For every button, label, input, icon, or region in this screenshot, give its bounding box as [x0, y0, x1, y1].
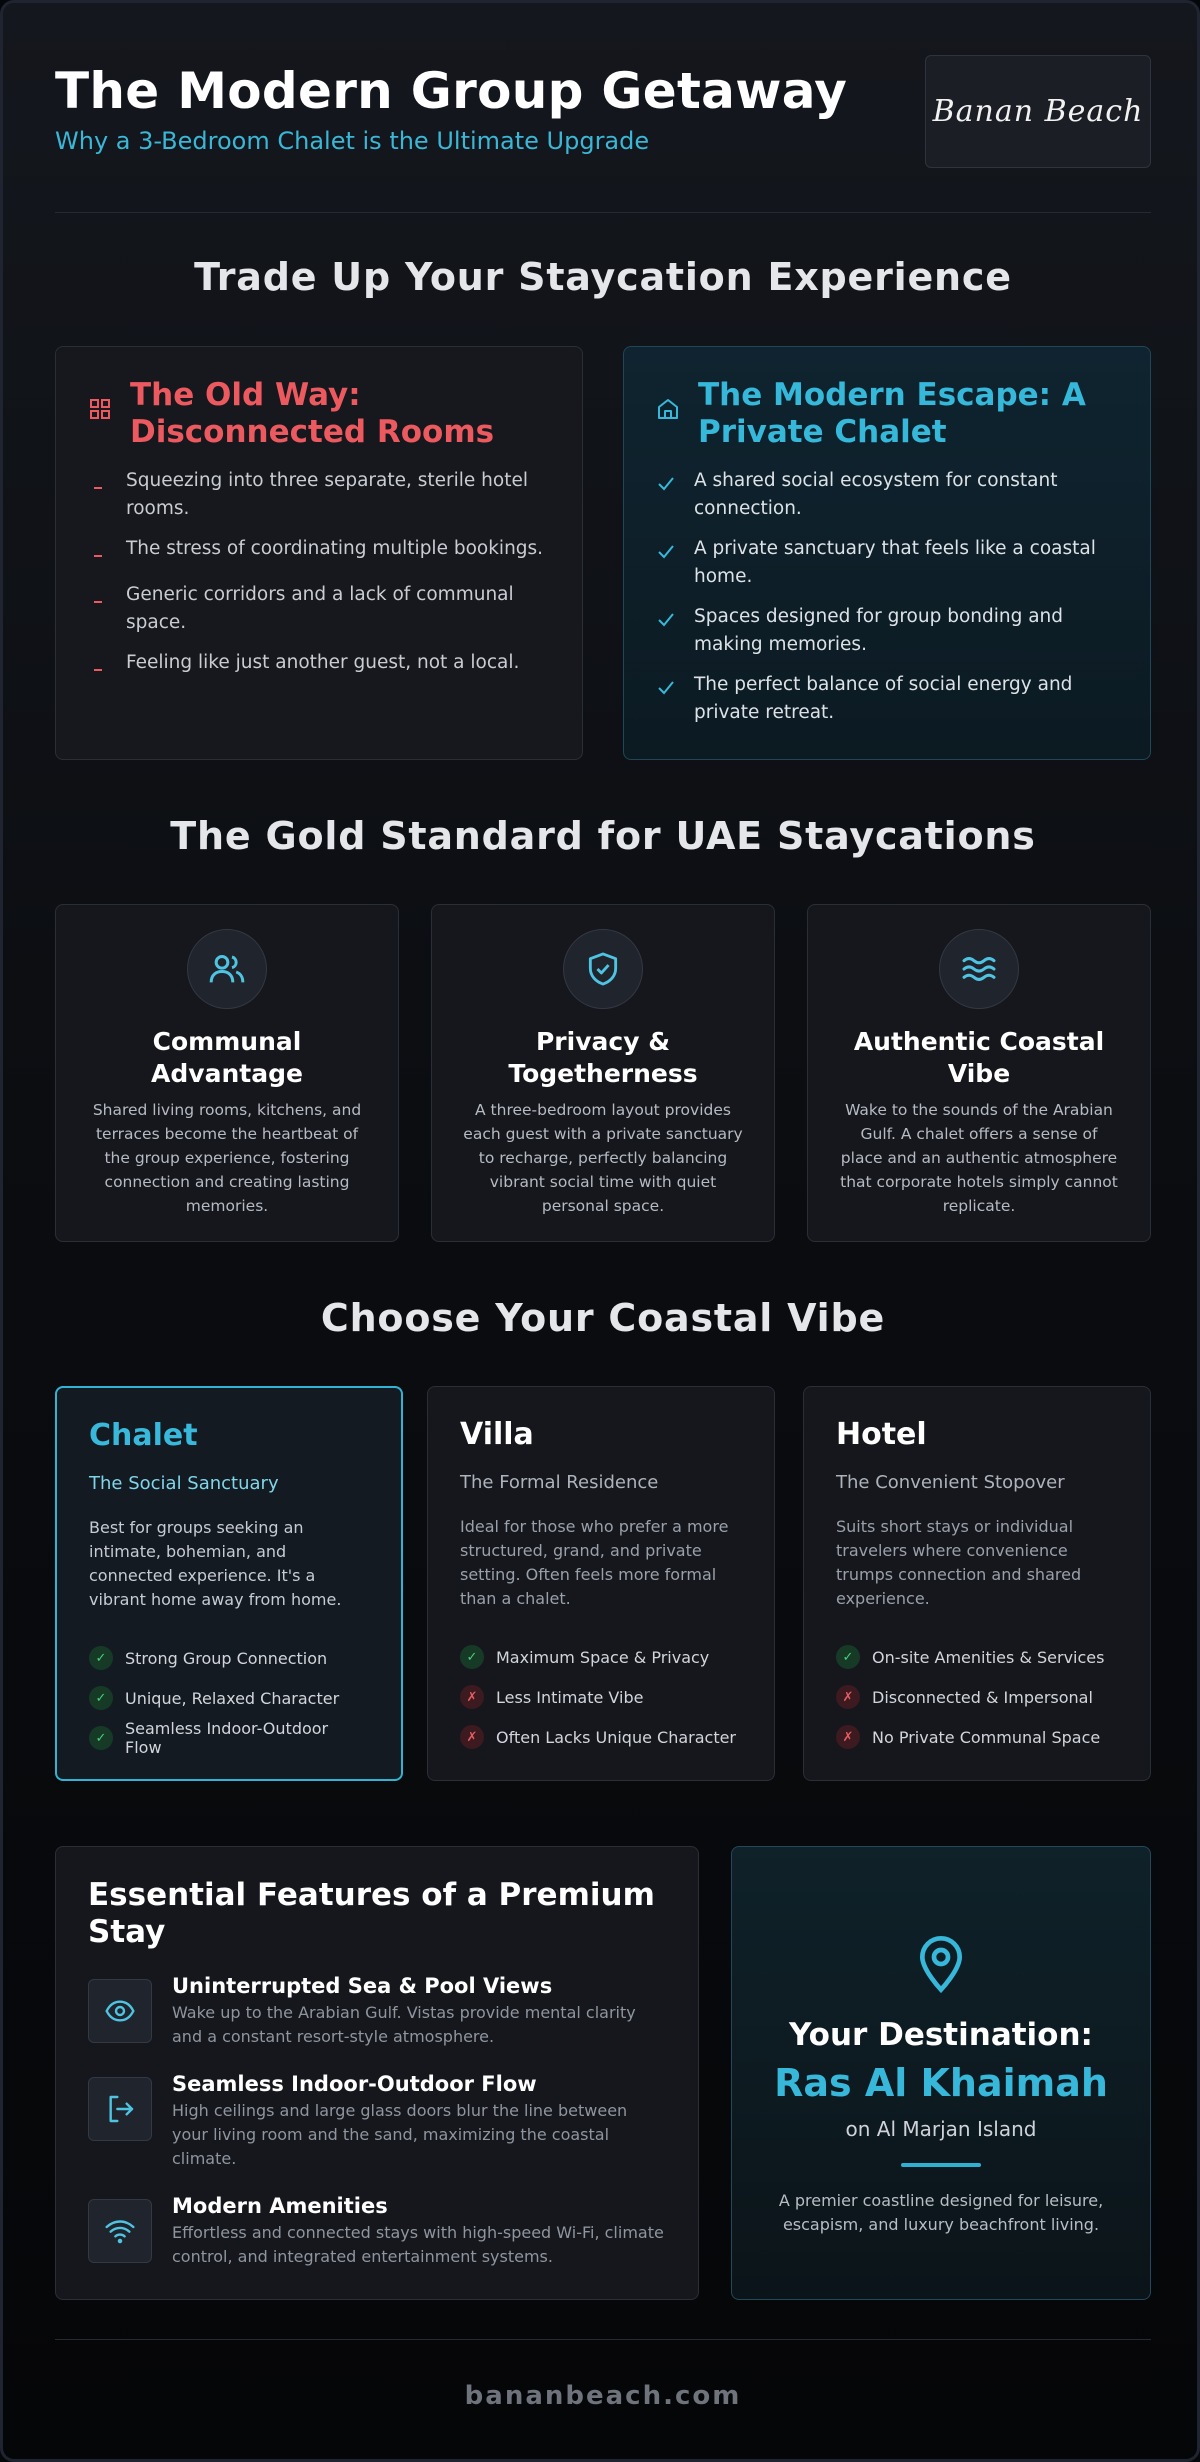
grid-icon	[88, 397, 112, 421]
destination-blurb: A premier coastline designed for leisure, escapism, and luxury beachfront living.	[778, 2191, 1104, 2234]
destination-city: Ras Al Khaimah	[774, 2061, 1108, 2105]
benefit-text: A three-bedroom layout provides each guest with a private sanctuary to recharge, perfectly balancing vibrant social time with quiet personal space.	[463, 1101, 743, 1215]
list-item: ✗ Often Lacks Unique Character	[460, 1717, 742, 1757]
old-way-list	[88, 467, 550, 683]
door-exit-icon	[104, 2093, 136, 2125]
check-icon: ✓	[836, 1645, 860, 1669]
dash-icon	[92, 592, 104, 606]
divider	[55, 2339, 1151, 2340]
list-item: ✗ Disconnected & Impersonal	[836, 1677, 1118, 1717]
accent-bar	[901, 2163, 981, 2167]
modern-escape-card	[623, 346, 1151, 760]
vibe-card-hotel[interactable]	[803, 1386, 1151, 1781]
feature-item	[88, 2193, 666, 2269]
vibe-description: Best for groups seeking an intimate, bohemian, and connected experience. It's a vibrant home away from home.	[89, 1518, 342, 1609]
benefit-card-privacy	[431, 904, 775, 1242]
vibe-description: Suits short stays or individual travelers where convenience trumps connection and shared experience.	[836, 1517, 1082, 1608]
cross-icon: ✗	[836, 1685, 860, 1709]
feature-item	[88, 2071, 666, 2171]
cross-icon: ✗	[460, 1725, 484, 1749]
vibe-points	[460, 1637, 742, 1757]
check-icon: ✓	[89, 1726, 113, 1750]
feature-title: Uninterrupted Sea & Pool Views	[172, 1974, 553, 1998]
page-subtitle: Why a 3-Bedroom Chalet is the Ultimate Upgrade	[55, 127, 650, 155]
divider	[55, 212, 1151, 213]
check-icon	[656, 473, 676, 493]
section-title-trade-up: Trade Up Your Staycation Experience	[194, 255, 1012, 299]
list-item: Generic corridors and a lack of communal space.	[88, 581, 550, 637]
vibe-name: Hotel	[836, 1417, 927, 1452]
old-way-title: The Old Way: Disconnected Rooms	[130, 377, 495, 450]
feature-text: High ceilings and large glass doors blur the line between your living room and the sand, maximizing the coastal climate.	[172, 2101, 628, 2168]
brand-logo	[925, 55, 1151, 168]
list-item: ✗ No Private Communal Space	[836, 1717, 1118, 1757]
vibe-name: Chalet	[89, 1418, 198, 1453]
vibe-card-chalet[interactable]	[55, 1386, 403, 1781]
waves-icon	[959, 949, 999, 989]
feature-text: Effortless and connected stays with high-speed Wi-Fi, climate control, and integrated entertainment systems.	[172, 2223, 664, 2266]
check-icon: ✓	[89, 1646, 113, 1670]
check-icon: ✓	[460, 1645, 484, 1669]
list-item: A shared social ecosystem for constant connection.	[656, 467, 1118, 523]
list-item: ✓ Maximum Space & Privacy	[460, 1637, 742, 1677]
check-icon	[656, 609, 676, 629]
destination-island: on Al Marjan Island	[845, 2117, 1037, 2141]
list-item: ✓ Strong Group Connection	[89, 1638, 369, 1678]
cross-icon: ✗	[460, 1685, 484, 1709]
vibe-card-villa[interactable]	[427, 1386, 775, 1781]
vibe-tagline: The Convenient Stopover	[836, 1472, 1065, 1493]
features-title: Essential Features of a Premium Stay	[88, 1877, 655, 1950]
check-icon	[656, 541, 676, 561]
vibe-tagline: The Social Sanctuary	[89, 1473, 279, 1494]
benefit-text: Shared living rooms, kitchens, and terraces become the heartbeat of the group experience, fostering connection and creating lasting memories.	[92, 1101, 362, 1215]
modern-escape-title: The Modern Escape: A Private Chalet	[698, 377, 1086, 450]
feature-text: Wake up to the Arabian Gulf. Vistas provide mental clarity and a constant resort-style atmosphere.	[172, 2003, 636, 2046]
section-title-vibe: Choose Your Coastal Vibe	[320, 1296, 886, 1340]
vibe-tagline: The Formal Residence	[460, 1472, 659, 1493]
vibe-points	[836, 1637, 1118, 1757]
check-icon: ✓	[89, 1686, 113, 1710]
footer-site-link[interactable]: bananbeach.com	[464, 2381, 742, 2411]
destination-card	[731, 1846, 1151, 2300]
feature-item	[88, 1973, 666, 2049]
brand-logo-text: Banan Beach	[932, 94, 1144, 129]
shield-check-icon	[584, 950, 622, 988]
home-icon	[656, 397, 680, 421]
list-item: Spaces designed for group bonding and making memories.	[656, 603, 1118, 659]
vibe-description: Ideal for those who prefer a more structured, grand, and private setting. Often feels more formal than a chalet.	[460, 1517, 729, 1608]
dash-icon	[92, 546, 104, 560]
list-item: The stress of coordinating multiple bookings.	[88, 535, 550, 569]
dash-icon	[92, 478, 104, 492]
old-way-card	[55, 346, 583, 760]
vibe-name: Villa	[460, 1417, 534, 1452]
page-title: The Modern Group Getaway	[55, 62, 848, 120]
benefit-card-coastal	[807, 904, 1151, 1242]
check-icon	[656, 677, 676, 697]
list-item: ✗ Less Intimate Vibe	[460, 1677, 742, 1717]
users-icon	[207, 949, 247, 989]
dash-icon	[92, 660, 104, 674]
list-item: Squeezing into three separate, sterile hotel rooms.	[88, 467, 550, 523]
feature-title: Modern Amenities	[172, 2194, 388, 2218]
vibe-points	[89, 1638, 369, 1758]
modern-escape-list	[656, 467, 1118, 727]
eye-icon	[104, 1995, 136, 2027]
benefit-title: Communal Advantage	[151, 1027, 303, 1088]
list-item: ✓ On-site Amenities & Services	[836, 1637, 1118, 1677]
map-pin-icon	[913, 1933, 969, 1995]
cross-icon: ✗	[836, 1725, 860, 1749]
benefit-title: Authentic Coastal Vibe	[853, 1027, 1105, 1088]
list-item: The perfect balance of social energy and private retreat.	[656, 671, 1118, 727]
page-header	[55, 55, 1151, 173]
list-item: ✓ Seamless Indoor-Outdoor Flow	[89, 1718, 369, 1758]
wifi-icon	[104, 2215, 136, 2247]
benefit-card-communal	[55, 904, 399, 1242]
list-item: Feeling like just another guest, not a local.	[88, 649, 550, 683]
list-item: A private sanctuary that feels like a coastal home.	[656, 535, 1118, 591]
benefit-text: Wake to the sounds of the Arabian Gulf. A chalet offers a sense of place and an authentic atmosphere that corporate hotels simply cannot replicate.	[840, 1101, 1118, 1215]
section-title-gold-standard: The Gold Standard for UAE Staycations	[170, 814, 1036, 858]
features-card	[55, 1846, 699, 2300]
destination-heading: Your Destination:	[789, 2017, 1093, 2053]
benefit-title: Privacy & Togetherness	[508, 1027, 698, 1088]
list-item: ✓ Unique, Relaxed Character	[89, 1678, 369, 1718]
feature-title: Seamless Indoor-Outdoor Flow	[172, 2072, 537, 2096]
